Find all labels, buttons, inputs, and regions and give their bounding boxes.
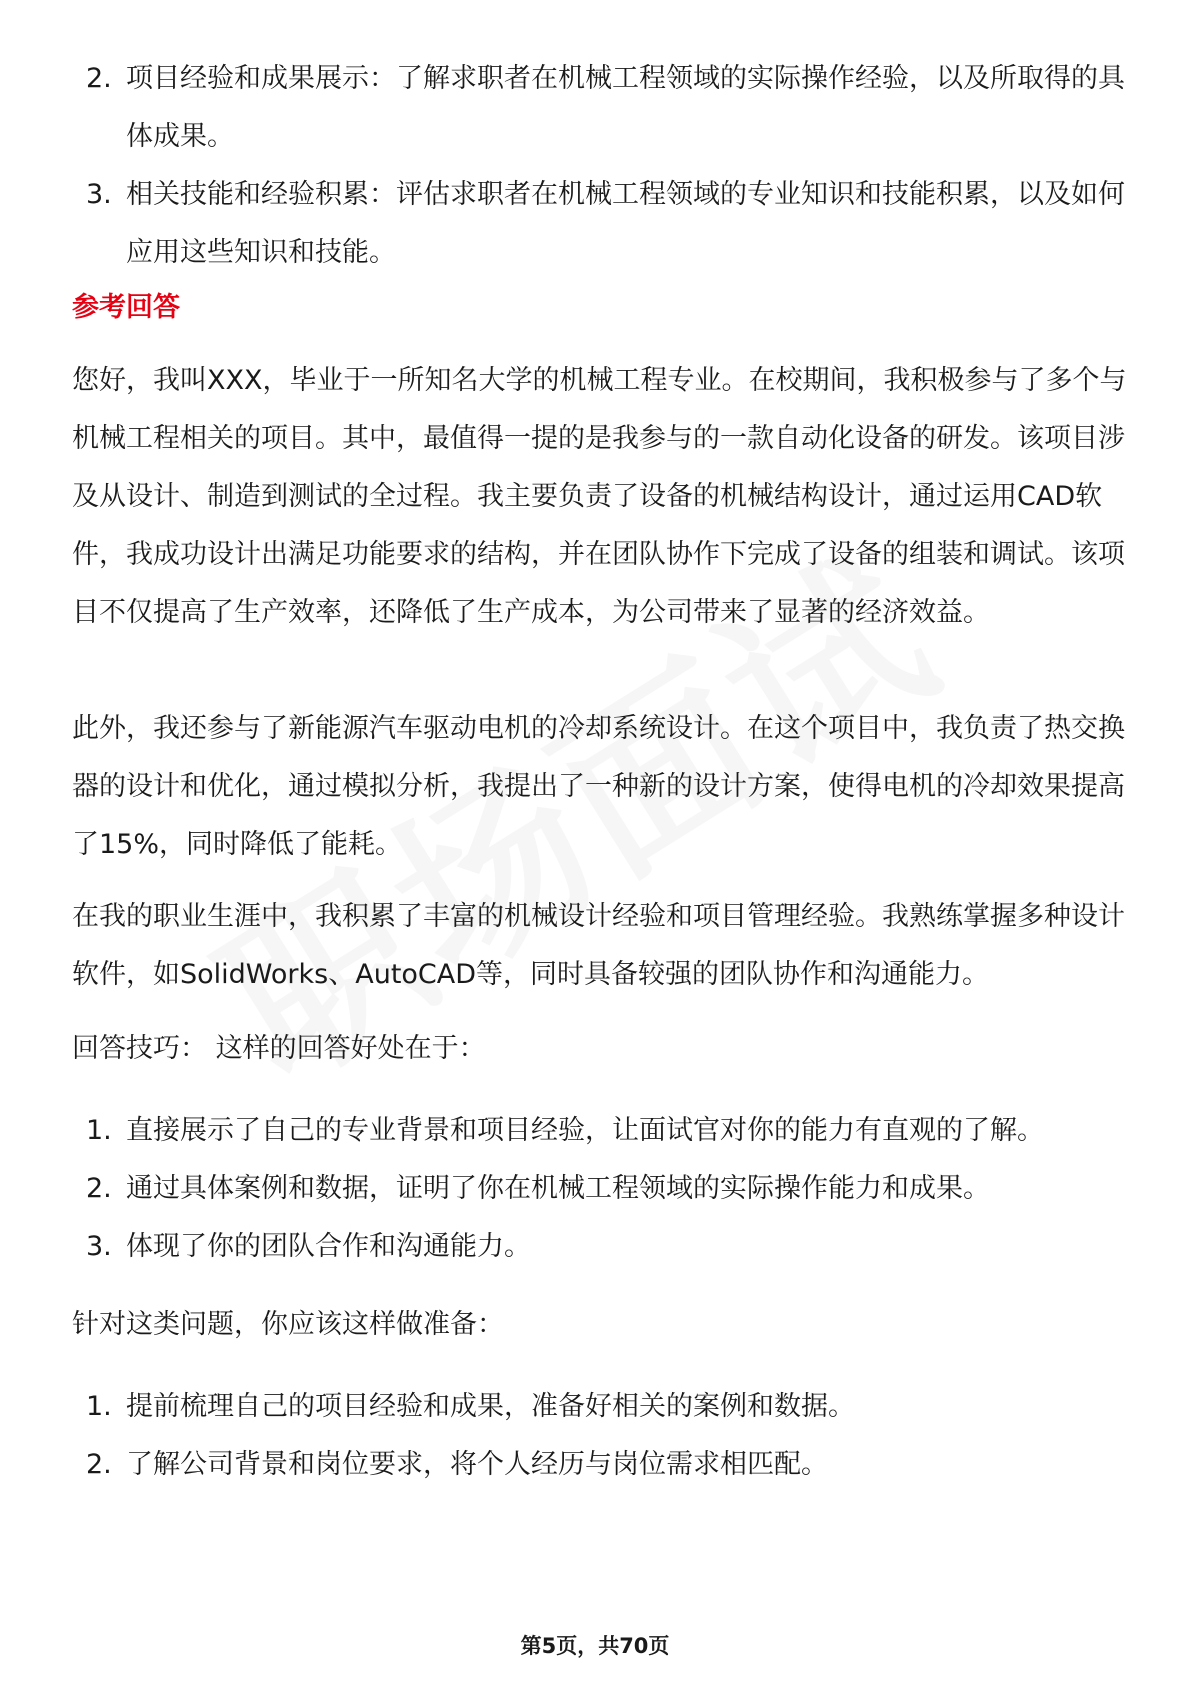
list-text: 体现了你的团队合作和沟通能力。 — [126, 1231, 531, 1262]
section-heading: 参考回答 — [72, 292, 180, 323]
list-item — [72, 1378, 1132, 1436]
list-number: 1. — [86, 1115, 112, 1146]
list-text: 直接展示了自己的专业背景和项目经验，让面试官对你的能力有直观的了解。 — [126, 1115, 1044, 1146]
tips-list — [72, 1102, 1132, 1276]
list-text: 通过具体案例和数据，证明了你在机械工程领域的实际操作能力和成果。 — [126, 1173, 990, 1204]
list-text: 了解公司背景和岗位要求，将个人经历与岗位需求相匹配。 — [126, 1449, 828, 1480]
list-text: 项目经验和成果展示：了解求职者在机械工程领域的实际操作经验，以及所取得的具体成果。 — [126, 63, 1125, 152]
answer-paragraph-3: 在我的职业生涯中，我积累了丰富的机械设计经验和项目管理经验。我熟练掌握多种设计软件，如SolidWorks、AutoCAD等，同时具备较强的团队协作和沟通能力。 — [72, 901, 1125, 990]
list-text: 提前梳理自己的项目经验和成果，准备好相关的案例和数据。 — [126, 1391, 855, 1422]
list-number: 3. — [86, 179, 112, 210]
list-item — [72, 1436, 1132, 1494]
list-item — [72, 166, 1132, 282]
list-number: 2. — [86, 1173, 112, 1204]
list-item — [72, 50, 1132, 166]
prep-list — [72, 1378, 1132, 1494]
answer-paragraph-2: 此外，我还参与了新能源汽车驱动电机的冷却系统设计。在这个项目中，我负责了热交换器的设计和优化，通过模拟分析，我提出了一种新的设计方案，使得电机的冷却效果提高了15%，同时降低了能耗。 — [72, 713, 1125, 860]
prep-title: 针对这类问题，你应该这样做准备： — [72, 1309, 504, 1340]
answer-paragraph-1: 您好，我叫XXX，毕业于一所知名大学的机械工程专业。在校期间，我积极参与了多个与机械工程相关的项目。其中，最值得一提的是我参与的一款自动化设备的研发。该项目涉及从设计、制造到测试的全过程。我主要负责了设备的机械结构设计，通过运用CAD软件，我成功设计出满足功能要求的结构，并在团队协作下完成了设备的组装和调试。该项目不仅提高了生产效率，还降低了生产成本，为公司带来了显著的经济效益。 — [72, 365, 1127, 628]
list-item — [72, 1102, 1132, 1160]
list-top — [72, 50, 1132, 282]
list-number: 1. — [86, 1391, 112, 1422]
list-text: 相关技能和经验积累：评估求职者在机械工程领域的专业知识和技能积累，以及如何应用这些知识和技能。 — [126, 179, 1125, 268]
list-number: 3. — [86, 1231, 112, 1262]
page-footer: 第5页，共70页 — [520, 1634, 670, 1658]
list-item — [72, 1218, 1132, 1276]
list-item — [72, 1160, 1132, 1218]
tips-title: 回答技巧： 这样的回答好处在于： — [72, 1033, 486, 1064]
list-number: 2. — [86, 1449, 112, 1480]
list-number: 2. — [86, 63, 112, 94]
